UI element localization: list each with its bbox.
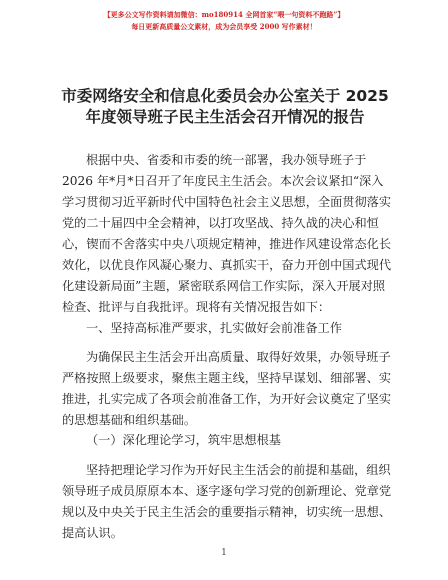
text-line: 坚持把理论学习作为开好民主生活会的前提和基础，组织 <box>86 463 391 477</box>
document-title-line2: 年度领导班子民主生活会召开情况的报告 <box>85 108 365 126</box>
text-line: 领导班子成员原原本本、逐字逐句学习党的创新理论、党章党 <box>62 484 392 498</box>
text-line: 检查、批评与自我批评。现将有关情况报告如下： <box>62 300 331 314</box>
promo-banner-line1: 【更多公文写作资料请加微信：mo180914 全网首家“喂一句资料不跑路”】 <box>103 10 345 19</box>
text-line: 为确保民主生活会开出高质量、取得好效果，办领导班子 <box>86 350 391 364</box>
text-line: 的思想基础和组织基础。 <box>62 413 197 427</box>
text-line: 党的二十届四中全会精神，以打攻坚战、持久战的决心和恒 <box>62 216 379 230</box>
text-line: 严格按照上级要求，聚焦主题主线，坚持早谋划、细部署、实 <box>62 371 392 385</box>
text-line: 规以及中央关于民主生活会的重要指示精神，切实统一思想、 <box>62 505 392 519</box>
text-line: 学习贯彻习近平新时代中国特色社会主义思想，全面贯彻落实 <box>62 195 392 209</box>
text-line: 心，锲而不舍落实中央八项规定精神，推进作风建设常态化长 <box>62 237 392 251</box>
document-title-line1: 市委网络安全和信息化委员会办公室关于 2025 <box>61 87 389 105</box>
text-line: 提高认识。 <box>62 526 123 540</box>
promo-banner-line2: 每日更新高质量公文素材，成为会员享受 2000 写作素材！ <box>131 22 317 31</box>
subsection1-paragraph <box>62 460 392 544</box>
page-number: 1 <box>221 548 227 558</box>
text-line: 根据中央、省委和市委的统一部署，我办领导班子于 <box>86 153 367 167</box>
text-line: 效化，以优良作风凝心聚力、真抓实干，奋力开创中国式现代 <box>62 258 392 272</box>
text-line: 推进，扎实完成了各项会前准备工作，为开好会议奠定了坚实 <box>62 392 392 406</box>
subsection-heading: （一）深化理论学习，筑牢思想根基 <box>86 433 281 447</box>
intro-paragraph <box>62 150 392 318</box>
text-line: 化建设新局面”主题，紧密联系网信工作实际，深入开展对照 <box>62 279 386 293</box>
section1-paragraph <box>62 347 392 431</box>
text-line: 2026 年*月*日召开了年度民主生活会。本次会议紧扣“深入 <box>62 174 384 188</box>
section-heading: 一、坚持高标准严要求，扎实做好会前准备工作 <box>86 321 342 335</box>
